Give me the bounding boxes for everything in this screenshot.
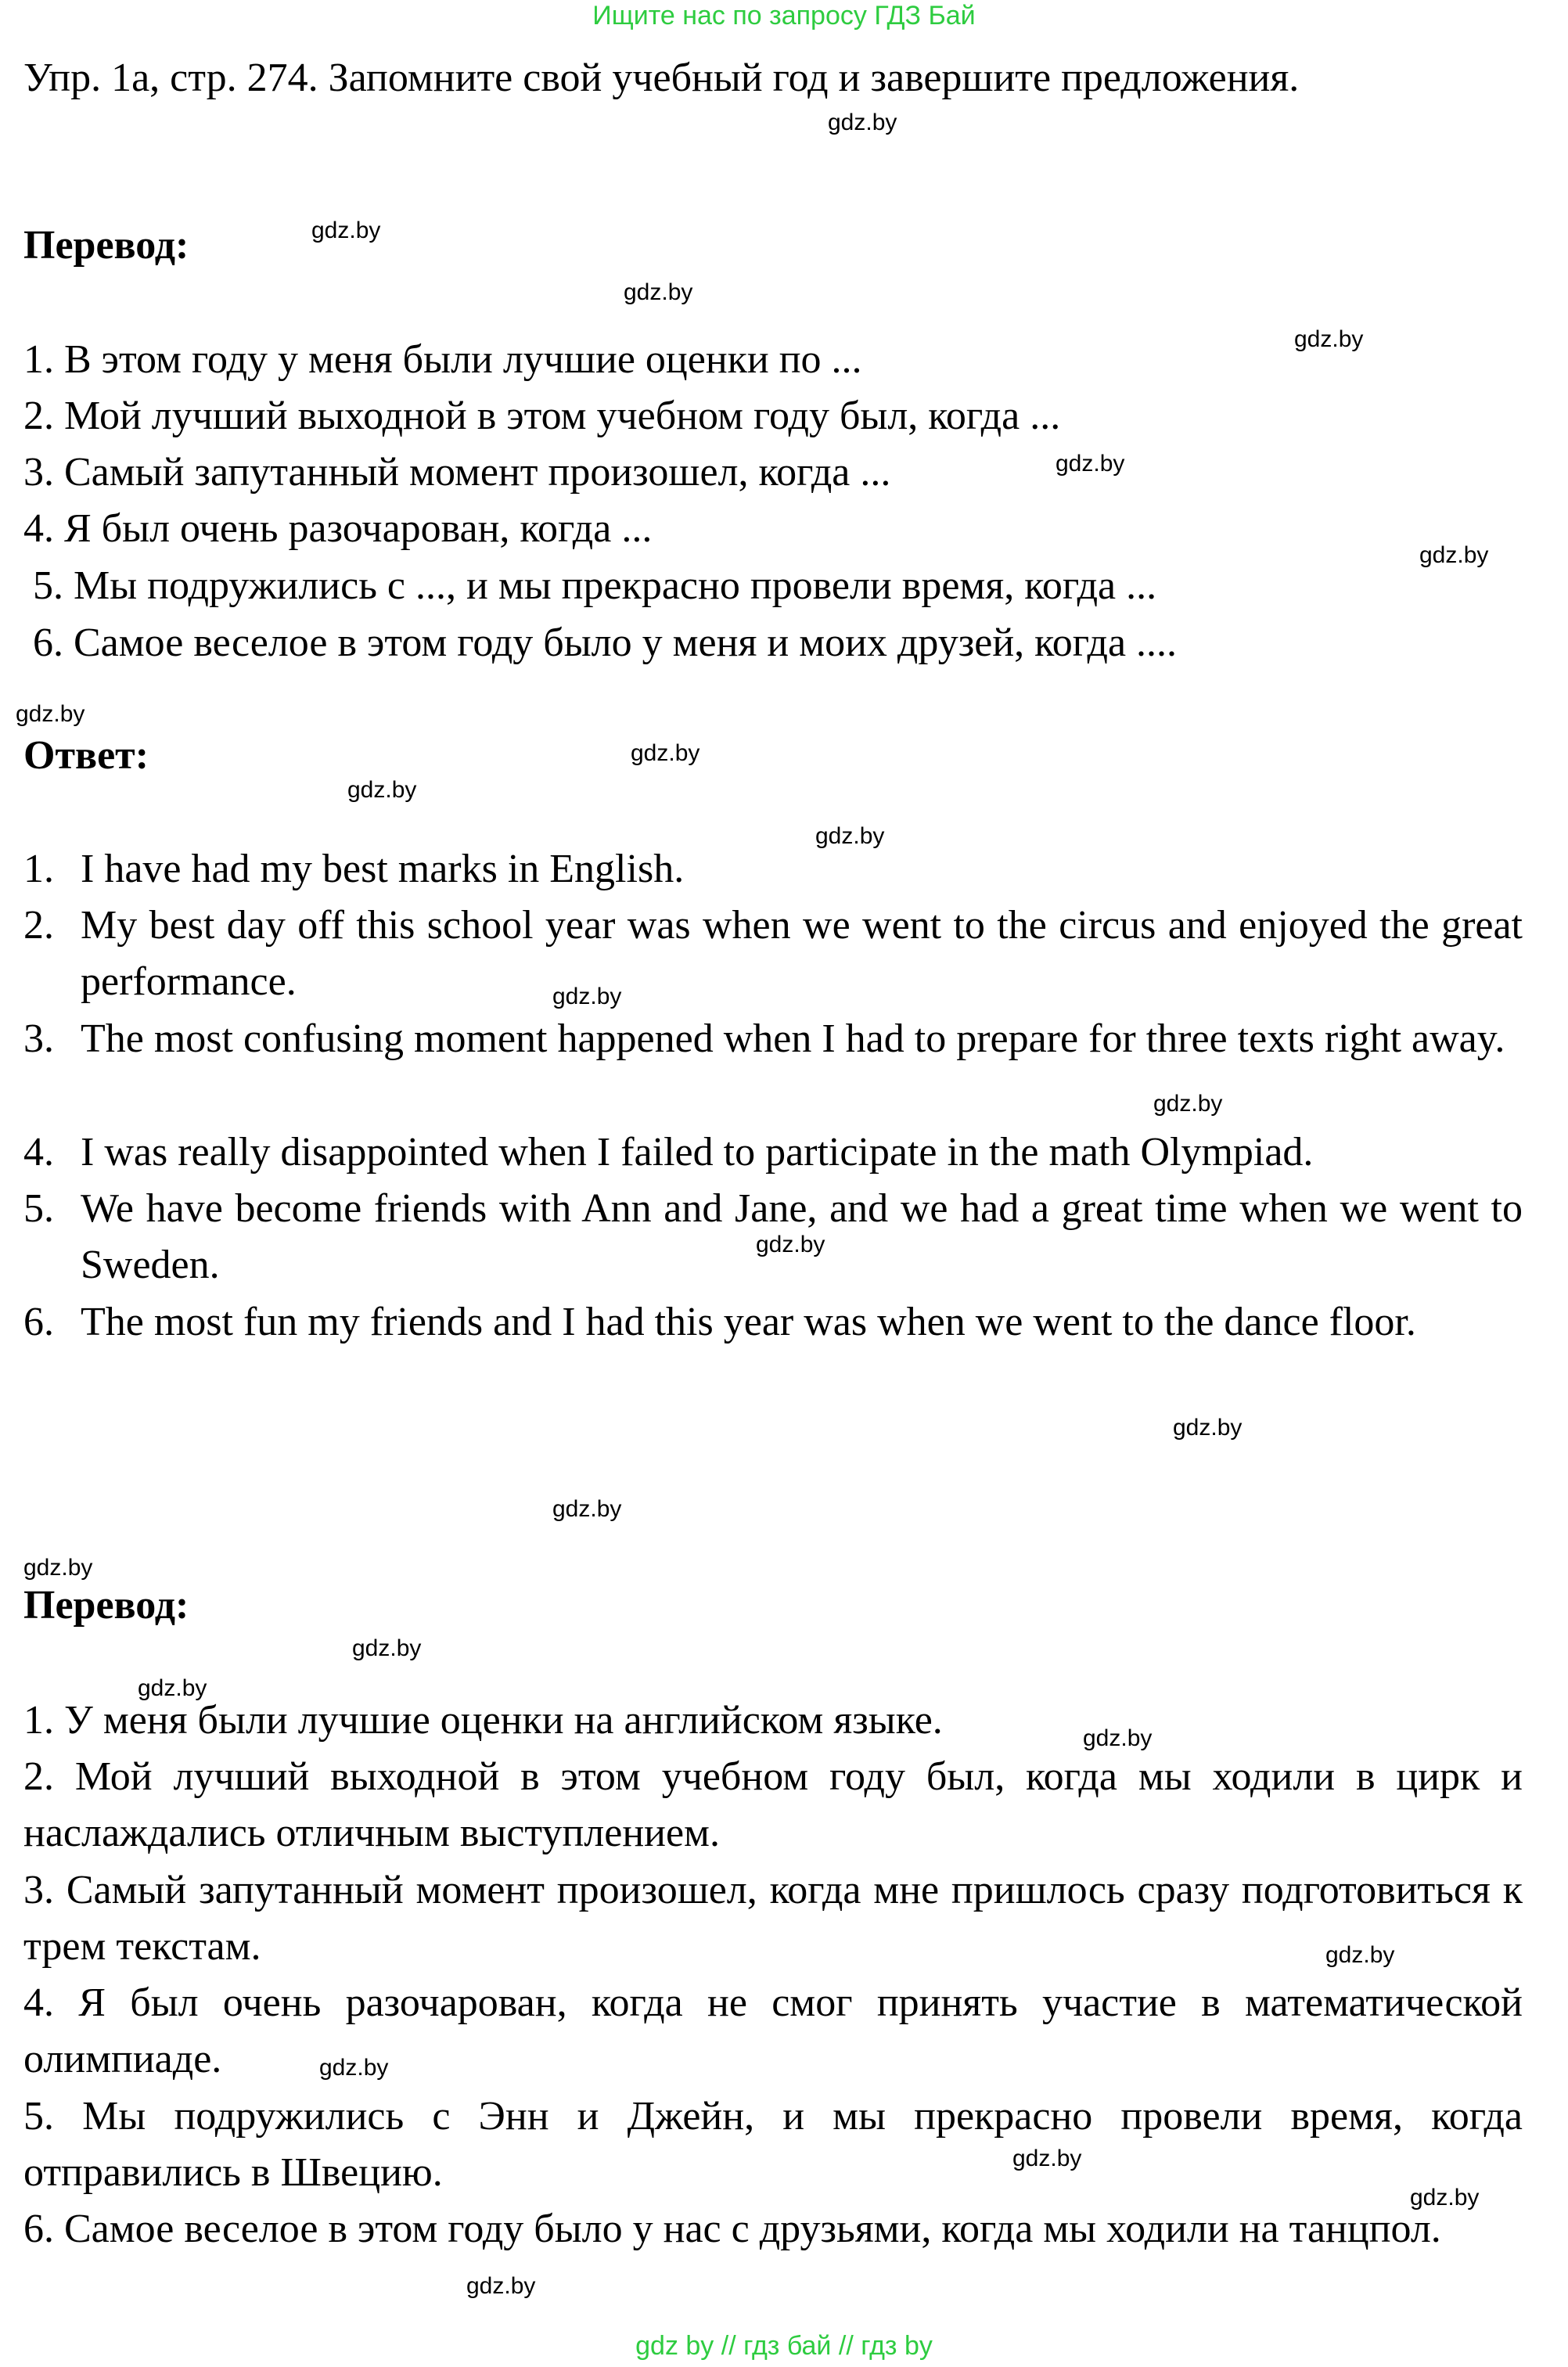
translation-line-3: 3. Самый запутанный момент произошел, когда мне пришлось сразу подготовиться к трем текстам. [23,1868,1523,1969]
answer-item [23,1294,1523,1351]
answer-number: 2. [23,903,54,948]
watermark: gdz.by [23,1555,93,1581]
watermark: gdz.by [1083,1725,1153,1751]
exercise-title: Упр. 1a, стр. 274. Запомните свой учебный год и завершите предложения. [23,56,1300,100]
answer-text: We have become friends with Ann and Jane, and we had a great time when we went to Sweden. [81,1186,1523,1287]
watermark: gdz.by [828,110,897,135]
watermark: gdz.by [552,1496,622,1522]
answer-text: My best day off this school year was when we went to the circus and enjoyed the great performance. [81,903,1523,1004]
watermark: gdz.by [466,2273,536,2299]
answer-text: The most confusing moment happened when I had to prepare for three texts right away. [81,1016,1505,1061]
watermark: gdz.by [1419,542,1489,568]
answer-item [23,1011,1523,1067]
watermark: gdz.by [311,218,381,243]
watermark: gdz.by [1410,2185,1480,2211]
translation-line-5: 5. Мы подружились с Энн и Джейн, и мы прекрасно провели время, когда отправились в Швецию. [23,2094,1523,2195]
watermark: gdz.by [631,740,700,766]
answer-number: 4. [23,1130,54,1175]
answer-item [23,898,1523,1010]
watermark: gdz.by [1012,2146,1082,2171]
top-search-banner: Ищите нас по запросу ГДЗ Бай [592,1,976,31]
translation-line-2: 2. Мой лучший выходной в этом учебном году был, когда мы ходили в цирк и наслаждались отличным выступлением. [23,1754,1523,1855]
watermark: gdz.by [138,1675,207,1701]
watermark: gdz.by [352,1635,422,1661]
watermark: gdz.by [1056,451,1125,477]
prompt-line-1: 1. В этом году у меня были лучшие оценки по ... [23,337,862,382]
answer-text: I have had my best marks in English. [81,847,685,891]
answer-number: 3. [23,1016,54,1061]
watermark: gdz.by [1173,1415,1243,1441]
prompt-line-3: 3. Самый запутанный момент произошел, когда ... [23,450,891,495]
answer-text: I was really disappointed when I failed to participate in the math Olympiad. [81,1130,1314,1175]
watermark: gdz.by [552,984,622,1009]
prompt-line-5: 5. Мы подружились с ..., и мы прекрасно провели время, когда ... [33,563,1157,608]
translation-line-4: 4. Я был очень разочарован, когда не смог принять участие в математической олимпиаде. [23,1980,1523,2081]
watermark: gdz.by [1153,1091,1223,1117]
watermark: gdz.by [756,1232,825,1257]
answer-number: 5. [23,1186,54,1231]
translation-heading-2: Перевод: [23,1583,189,1628]
translation-heading-1: Перевод: [23,223,189,268]
watermark: gdz.by [16,701,85,727]
watermark: gdz.by [1294,326,1364,352]
watermark: gdz.by [347,777,417,803]
watermark: gdz.by [1325,1942,1395,1968]
prompt-line-4: 4. Я был очень разочарован, когда ... [23,506,653,551]
bottom-site-banner: gdz by // гдз бай // гдз by [635,2331,933,2361]
answer-text: The most fun my friends and I had this year was when we went to the dance floor. [81,1300,1416,1344]
translation-line-6: 6. Самое веселое в этом году было у нас с друзьями, когда мы ходили на танцпол. [23,2207,1441,2251]
answer-item [23,1124,1523,1181]
answer-heading: Ответ: [23,733,149,778]
answer-number: 1. [23,847,54,891]
translation-line-1: 1. У меня были лучшие оценки на английском языке. [23,1698,943,1743]
prompt-line-6: 6. Самое веселое в этом году было у меня и моих друзей, когда .... [33,621,1178,665]
watermark: gdz.by [624,279,693,305]
watermark: gdz.by [815,823,885,849]
watermark: gdz.by [319,2055,389,2081]
answer-item [23,841,1523,898]
prompt-line-2: 2. Мой лучший выходной в этом учебном году был, когда ... [23,394,1061,438]
answer-number: 6. [23,1300,54,1344]
